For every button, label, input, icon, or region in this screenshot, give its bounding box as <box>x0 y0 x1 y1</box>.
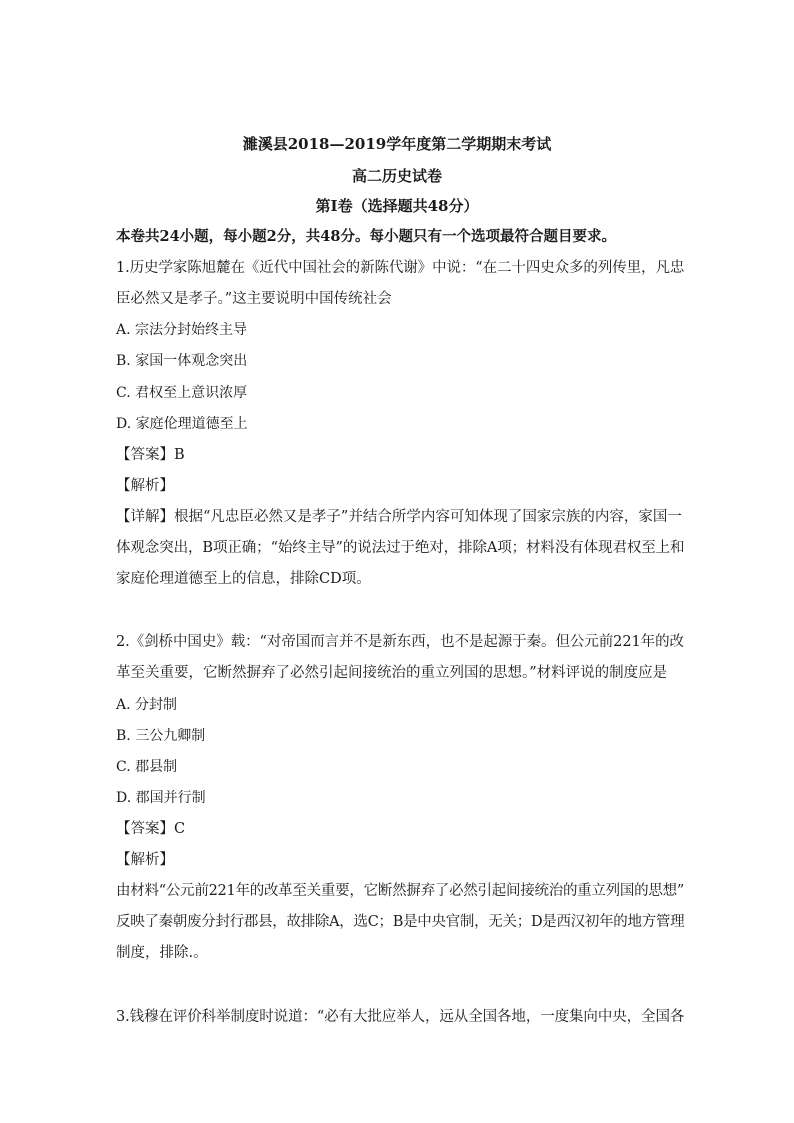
q2-option-c: C. 郡县制 <box>116 759 178 775</box>
q1-detail-line1: 【详解】根据“凡忠臣必然又是孝子”并结合所学内容可知体现了国家宗族的内容，家国一 <box>116 509 682 525</box>
q1-option-a: A. 宗法分封始终主导 <box>116 322 248 338</box>
q2-analysis-label: 【解析】 <box>116 852 174 868</box>
section-heading: 第Ⅰ卷（选择题共48分） <box>315 197 479 215</box>
q2-answer: 【答案】C <box>116 821 186 837</box>
q1-detail-line2: 体观念突出，B项正确；“始终主导”的说法过于绝对，排除A项；材料没有体现君权至上和 <box>116 540 685 556</box>
q2-option-d: D. 郡国并行制 <box>116 790 206 806</box>
q2-detail-line2: 反映了秦朝废分封行郡县，故排除A，选C；B是中央官制，无关；D是西汉初年的地方管理 <box>116 914 685 930</box>
q2-stem-line2: 革至关重要，它断然摒弃了必然引起间接统治的重立列国的思想。”材料评说的制度应是 <box>116 665 668 681</box>
q2-detail-line1: 由材料“公元前221年的改革至关重要，它断然摒弃了必然引起间接统治的重立列国的思想” <box>116 883 684 899</box>
q1-stem-line2: 臣必然又是孝子。”这主要说明中国传统社会 <box>116 291 392 307</box>
q1-analysis-label: 【解析】 <box>116 478 174 494</box>
q1-option-c: C. 君权至上意识浓厚 <box>116 385 248 401</box>
q1-answer: 【答案】B <box>116 447 185 463</box>
instruction-text: 本卷共24小题，每小题2分，共48分。每小题只有一个选项最符合题目要求。 <box>116 228 616 245</box>
q1-stem-line1: 1.历史学家陈旭麓在《近代中国社会的新陈代谢》中说：“在二十四史众多的列传里，凡忠 <box>116 260 685 276</box>
q2-option-a: A. 分封制 <box>116 697 178 713</box>
exam-subtitle: 高二历史试卷 <box>351 167 442 185</box>
exam-title: 濉溪县2018—2019学年度第二学期期末考试 <box>242 135 552 153</box>
q2-detail-line3: 制度，排除.。 <box>116 945 208 961</box>
q2-option-b: B. 三公九卿制 <box>116 728 206 744</box>
q1-option-d: D. 家庭伦理道德至上 <box>116 416 248 432</box>
q1-detail-line3: 家庭伦理道德至上的信息，排除CD项。 <box>116 571 371 587</box>
q3-stem-line1: 3.钱穆在评价科举制度时说道：“必有大批应举人，远从全国各地，一度集向中央，全国各 <box>116 1009 685 1025</box>
q2-stem-line1: 2.《剑桥中国史》载：“对帝国而言并不是新东西，也不是起源于秦。但公元前221年的改 <box>116 634 684 650</box>
q1-option-b: B. 家国一体观念突出 <box>116 353 248 369</box>
